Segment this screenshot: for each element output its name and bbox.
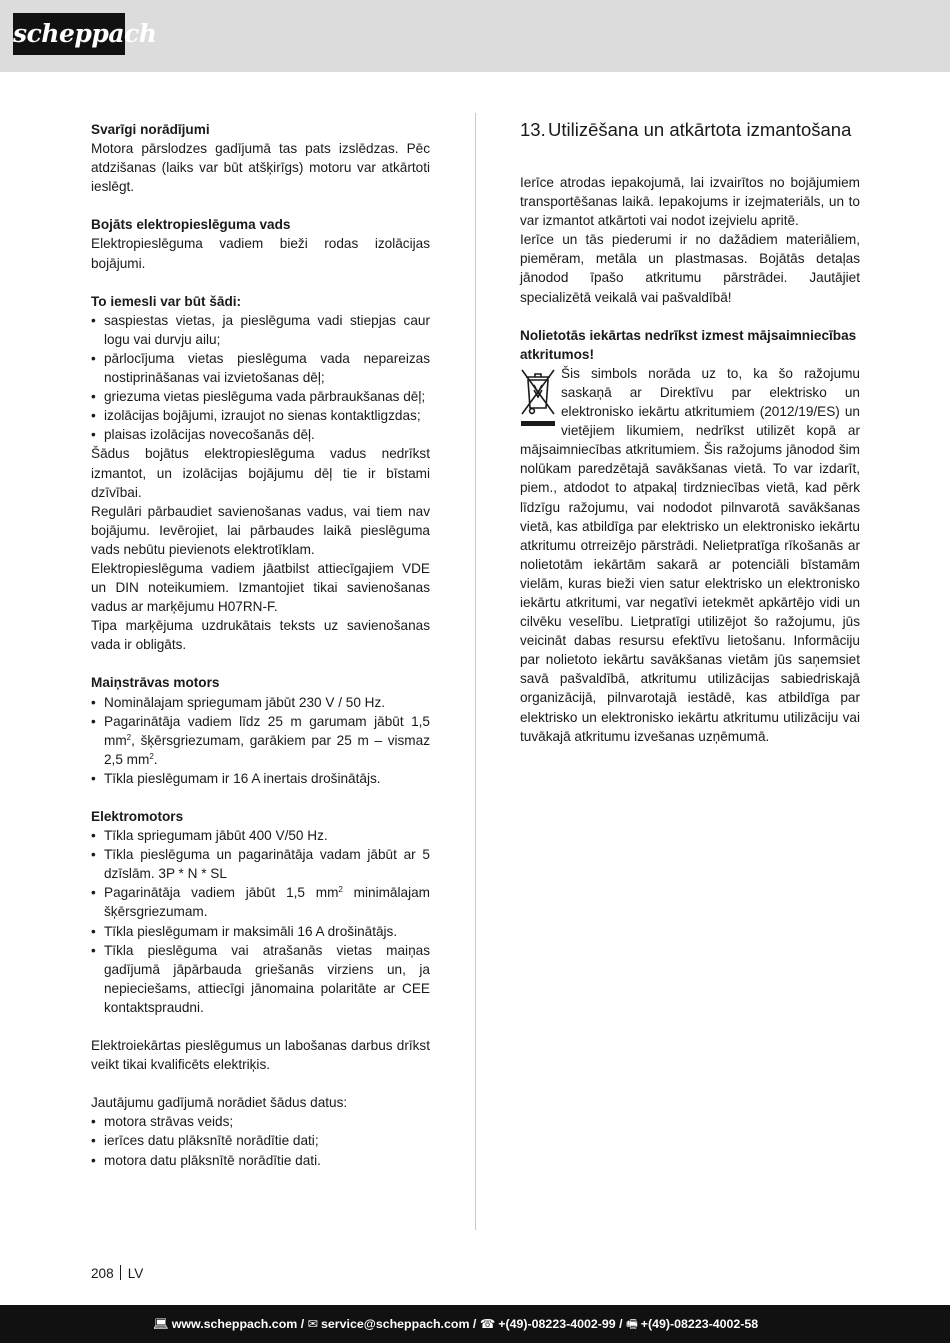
computer-icon: 💻︎ <box>153 1317 169 1331</box>
heading-household-waste-warning: Nolietotās iekārtas nedrīkst izmest mājsaimniecības atkritumos! <box>520 327 857 362</box>
list-item: • Tīkla spriegumam jābūt 400 V/50 Hz. <box>91 826 430 845</box>
list-item: • motora strāvas veids; <box>91 1112 430 1131</box>
paragraph: Ierīce atrodas iepakojumā, lai izvairītos no bojājumiem transportēšanas laikā. Iepakojums ir izejmateriāls, un to var izmantot atkārtoti vai nodot izejvielu apritē. <box>520 175 860 229</box>
heading-important-notes: Svarīgi norādījumi <box>91 122 210 137</box>
paragraph: Elektropieslēguma vadiem jāatbilst attiecīgajiem VDE un DIN noteikumiem. Izmantojiet tikai savienošanas vadus ar marķējumu H07RN-F. <box>91 560 430 615</box>
list-item: • izolācijas bojājumi, izraujot no sienas kontaktligzdas; <box>91 406 430 425</box>
paragraph-weee: Šis simbols norāda uz to, ka šo ražojumu saskaņā ar Direktīvu par elektrisko un elektronisko iekārtu atkritumiem (2012/19/ES) un vietējiem likumiem, nedrīkst utilizēt kopā ar mājsaimniecības atkritumiem. Šis ražojums jānodod šim nolūkam paredzētajā savākšanas vietā. To var izdarīt, piem., atdodot to atpakaļ tirdzniecības vietā, kad pērk līdzīgu ražojumu, vai nododot pilnvarotā savākšanas vietā, kas atbildīga par elektrisko un elektronisko iekārtu atkritumu otrreizējo pārstrādi. Nelietpratīga rīkošanās ar nolietotām iekārtām sakarā ar potenciāli bīstamām vielām, kuras bieži vien satur elektrisko un elektronisko iekārtu atkritumi, var negatīvi ietekmēt apkārtējo vidi un cilvēku veselību. Lietpratīgi utilizējot šo ražojumu, jūs veicināt dabas resursu efektīvu lietošanu. Informāciju par nolietoto iekārtu savākšanas vietām jūs saņemsiet savā pašvaldībā, atkritumu utilizācijas sabiedriskajā organizācijā, pilnvarotajā iestādē, kas atbildīga par elektrisko un elektronisko iekārtu atkritumu utilizāciju vai tuvākajā atkritumu izvešanas uzņēmumā. <box>520 365 860 744</box>
paragraph: Ierīce un tās piederumi ir no dažādiem materiāliem, piemēram, metāla un plastmasas. Bojātās detaļas jānodod īpašo atkritumu pārstrādei. Jautājiet specializētā veikalā vai pašvaldībā! <box>520 232 860 305</box>
list-item: • griezuma vietas pieslēguma vada pārbraukšanas dēļ; <box>91 387 430 406</box>
contact-bar <box>0 1305 950 1343</box>
heading-causes: To iemesli var būt šādi: <box>91 293 242 309</box>
right-column <box>520 120 860 746</box>
section-title <box>520 120 860 139</box>
language-code: LV <box>127 1266 144 1281</box>
section-title-text: Utilizēšana un atkārtota izmantošana <box>548 119 852 140</box>
list-item: • ierīces datu plāksnītē norādītie dati; <box>91 1131 430 1150</box>
paragraph-cable-checks <box>91 444 430 654</box>
fax-icon: 🖷︎ <box>626 1317 638 1331</box>
scheppach-logo: scheppach <box>13 13 125 55</box>
list-item: • Tīkla pieslēgumam ir maksimāli 16 A drošinātājs. <box>91 922 430 941</box>
electric-motor-list <box>91 826 430 1017</box>
paragraph: Šādus bojātus elektropieslēguma vadus nedrīkst izmantot, un izolācijas bojājumu dēļ tie ir bīstami dzīvībai. <box>91 446 430 500</box>
heading-damaged-cable: Bojāts elektropieslēguma vads <box>91 217 291 233</box>
paragraph-packaging <box>520 173 860 307</box>
causes-list <box>91 311 430 445</box>
list-item: • Pagarinātāja vadiem jābūt 1,5 $mm^2$ minimālajam šķērsgriezumam. <box>91 883 430 921</box>
list-item: • plaisas izolācijas novecošanās dēļ. <box>91 425 430 444</box>
list-item: • motora datu plāksnītē norādītie dati. <box>91 1151 430 1170</box>
paragraph-qualified-electrician: Elektroiekārtas pieslēgumus un labošanas darbus drīkst veikt tikai kvalificēts elektriķis. <box>91 1038 430 1073</box>
heading-electric-motor: Elektromotors <box>91 809 184 824</box>
header-band <box>0 0 950 72</box>
page-number: 208 <box>91 1266 114 1281</box>
website-link[interactable]: www.scheppach.com / <box>171 1317 305 1331</box>
left-column <box>91 120 430 1170</box>
list-item: • Tīkla pieslēguma vai atrašanās vietas maiņas gadījumā jāpārbauda griešanās virziens un, ja nepieciešams, attiecīgi jānomaina polaritāte ar CEE kontaktspraudni. <box>91 941 430 1017</box>
heading-ac-motor: Maiņstrāvas motors <box>91 675 220 691</box>
list-item: • Pagarinātāja vadiem līdz 25 m garumam jābūt 1,5 $mm^2$, šķērsgriezumam, garākiem par 25 m – vismaz 2,5 $mm^2$. <box>91 712 430 769</box>
list-item: • saspiestas vietas, ja pieslēguma vadi stiepjas caur logu vai durvju ailu; <box>91 311 430 349</box>
paragraph-overload: Motora pārslodzes gadījumā tas pats izslēdzas. Pēc atdzišanas (laiks var būt atšķirīgs) motoru var atkārtoti ieslēgt. <box>91 141 430 195</box>
page-footer <box>91 1265 143 1282</box>
fax-number: +(49)-08223-4002-58 <box>640 1317 759 1331</box>
list-item: • Nominālajam spriegumam jābūt 230 V / 50 Hz. <box>91 693 430 712</box>
ac-motor-list <box>91 693 430 788</box>
phone-number: +(49)-08223-4002-99 / <box>498 1317 623 1331</box>
telephone-icon: ☎ <box>479 1317 496 1331</box>
questions-list <box>91 1112 430 1169</box>
paragraph-questions: Jautājumu gadījumā norādiet šādus datus: <box>91 1095 348 1111</box>
email-link[interactable]: service@scheppach.com / <box>321 1317 477 1331</box>
envelope-icon: ✉ <box>307 1317 319 1331</box>
weee-block <box>520 364 860 746</box>
paragraph: Tipa marķējuma uzdrukātais teksts uz savienošanas vada ir obligāts. <box>91 618 430 653</box>
paragraph: Regulāri pārbaudiet savienošanas vadus, vai tiem nav bojājumu. Ievērojiet, lai pārbaudes laikā pieslēguma vads nebūtu pievienots elektrotīklam. <box>91 503 430 557</box>
paragraph-damaged-cable: Elektropieslēguma vadiem bieži rodas izolācijas bojājumi. <box>91 236 430 271</box>
section-number: 13. <box>520 119 546 140</box>
list-item: • Tīkla pieslēguma un pagarinātāja vadam jābūt ar 5 dzīslām. 3P * N * SL <box>91 845 430 883</box>
column-divider <box>475 113 476 1230</box>
list-item: • pārlocījuma vietas pieslēguma vada nepareizas nostiprināšanas vai izvietošanas dēļ; <box>91 349 430 387</box>
crossed-out-wheelie-bin-icon <box>520 366 556 428</box>
list-item: • Tīkla pieslēgumam ir 16 A inertais drošinātājs. <box>91 769 430 788</box>
